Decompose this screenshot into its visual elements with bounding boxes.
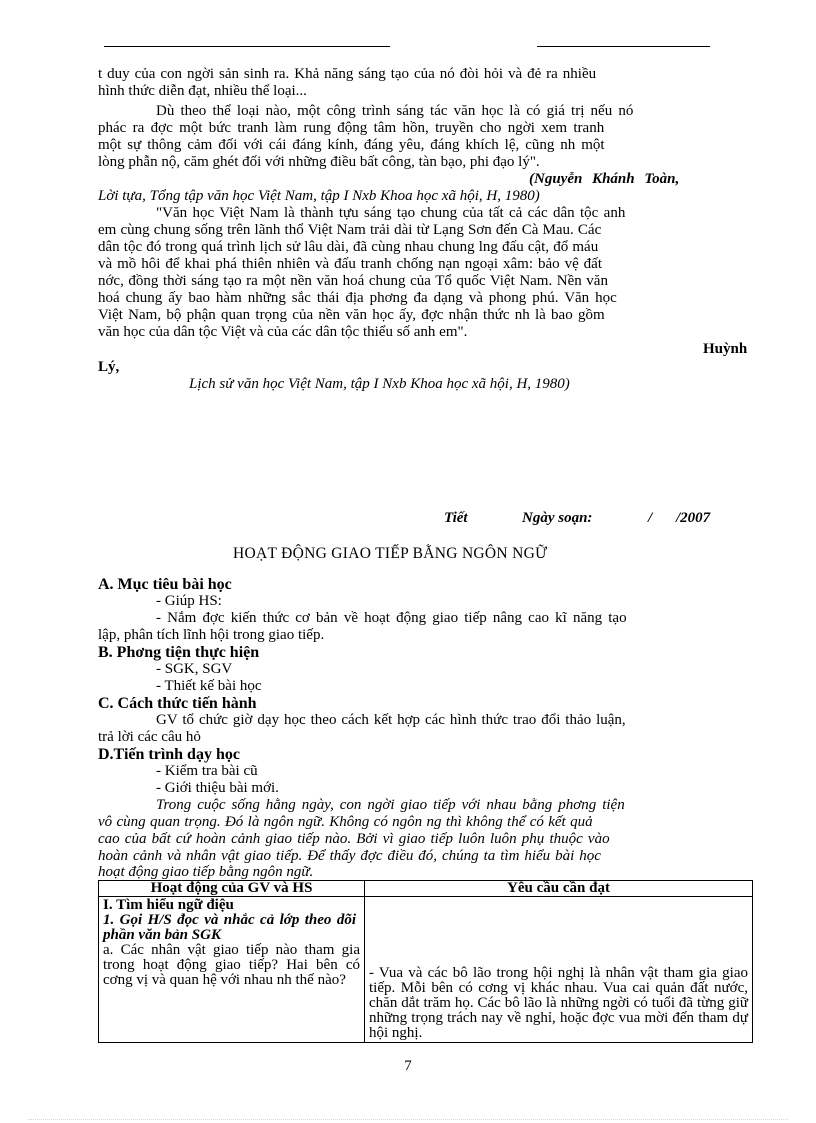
author-citation: Huỳnh <box>703 341 748 357</box>
body-line: t duy của con ngời sản sinh ra. Khả năng sáng tạo của nó đòi hỏi và đẻ ra nhiều <box>98 66 597 82</box>
body-line: - Giới thiệu bài mới. <box>156 780 279 796</box>
quote-line: "Văn học Việt Nam là thành tựu sáng tạo chung của tất cả các dân tộc anh <box>156 205 626 221</box>
activity-heading: I. Tìm hiểu ngữ điệu <box>103 897 234 913</box>
body-line: lập, phân tích lĩnh hội trong giao tiếp. <box>98 627 325 643</box>
quote-line: Việt Nam, bộ phận quan trọng của nền văn học ấy, đợc nhận thức nh là bao gồm <box>98 307 605 323</box>
quote-line: văn học của dân tộc Việt và của các dân tộc thiểu số anh em". <box>98 324 468 340</box>
intro-line: vô cùng quan trọng. Đó là ngôn ngữ. Không có ngôn ng thì không thể có kết quả <box>98 814 593 830</box>
quote-line: dân tộc đó trong quá trình lịch sử lâu dài, đã cùng nhau chung lng đấu cật, đổ máu <box>98 239 599 255</box>
table-header-activities: Hoạt động của GV và HS <box>99 881 365 897</box>
source-citation: Lời tựa, Tổng tập văn học Việt Nam, tập I Nxb Khoa học xã hội, H, 1980) <box>98 188 540 204</box>
section-heading: C. Cách thức tiến hành <box>98 695 257 712</box>
quote-line: em cùng chung sống trên lãnh thổ Việt Nam trải dài từ Lạng Sơn đến Cà Mau. Các <box>98 222 602 238</box>
body-line: - SGK, SGV <box>156 661 233 677</box>
body-line: phác ra đợc một bức tranh làm rung động tâm hồn, truyền cho ngời xem tranh <box>98 120 605 136</box>
body-line: - Kiểm tra bài cũ <box>156 763 258 779</box>
table-row <box>99 897 753 1043</box>
table-header-requirements: Yêu cầu cần đạt <box>365 881 753 897</box>
body-line: một sự thông cảm đối với cái đáng kính, đáng yêu, đáng khích lệ, cũng nh một <box>98 137 605 153</box>
quote-line: hoá chung ấy bao hàm những sắc thái địa phơng đa dạng và phong phú. Văn học <box>98 290 617 306</box>
source-citation: Lịch sử văn học Việt Nam, tập I Nxb Khoa học xã hội, H, 1980) <box>189 376 570 392</box>
ngay-soan-label: Ngày soạn: <box>522 510 593 526</box>
body-line: - Nắm đợc kiến thức cơ bản về hoạt động giao tiếp nâng cao kĩ năng tạo <box>156 610 627 626</box>
requirement-cell <box>365 897 753 1043</box>
intro-line: cao của bất cứ hoàn cảnh giao tiếp nào. Bởi vì giao tiếp luôn luôn phụ thuộc vào <box>98 831 610 847</box>
activity-question: a. Các nhân vật giao tiếp nào tham gia trong hoạt động giao tiếp? Hai bên có cơng vị và quan hệ với nhau nh thế nào? <box>103 942 360 988</box>
page-number: 7 <box>404 1058 412 1074</box>
section-heading: D.Tiến trình dạy học <box>98 746 240 763</box>
body-line: trả lời các câu hỏ <box>98 729 201 745</box>
requirement-answer: - Vua và các bô lão trong hội nghị là nhân vật tham gia giao tiếp. Mỗi bên có cơng vị khác nhau. Vua cai quản đất nước, chăn dắt trăm họ. Các bô lão là những ngời có tuổi đã từng giữ những trọng trách nay về nghỉ, hoặc đợc vua mời đến tham dự hội nghị. <box>369 965 748 1041</box>
date-slash: / <box>648 510 653 526</box>
date-year: /2007 <box>676 510 711 526</box>
quote-line: và mồ hôi để khai phá thiên nhiên và đấu tranh chống nạn ngoại xâm: bảo vệ đất <box>98 256 603 272</box>
header-rule-left <box>104 46 390 47</box>
body-line: - Thiết kế bài học <box>156 678 262 694</box>
body-line: hình thức diễn đạt, nhiều thể loại... <box>98 83 307 99</box>
lesson-title: HOẠT ĐỘNG GIAO TIẾP BẰNG NGÔN NGỮ <box>233 545 548 562</box>
page-bottom-border <box>28 1119 788 1120</box>
quote-line: nớc, đồng thời sáng tạo ra một nền văn hoá chung của Tổ quốc Việt Nam. Nền văn <box>98 273 608 289</box>
intro-line: Trong cuộc sống hằng ngày, con ngời giao tiếp với nhau bằng phơng tiện <box>156 797 625 813</box>
lesson-plan-table <box>98 880 753 1043</box>
author-citation: Lý, <box>98 359 120 375</box>
tiet-label: Tiết <box>444 510 468 526</box>
body-line: lòng phẫn nộ, căm ghét đối với những điều bất công, tàn bạo, phi đạo lý". <box>98 154 540 170</box>
body-line: GV tổ chức giờ dạy học theo cách kết hợp các hình thức trao đổi thảo luận, <box>156 712 626 728</box>
activity-subheading: 1. Gọi H/S đọc và nhắc cả lớp theo dõi phần văn bản SGK <box>103 912 356 943</box>
header-rule-right <box>537 46 710 47</box>
body-line: Dù theo thể loại nào, một công trình sáng tác văn học là có giá trị nếu nó <box>156 103 634 119</box>
intro-line: hoạt động giao tiếp bằng ngôn ngữ. <box>98 864 314 880</box>
author-citation: (Nguyễn Khánh Toàn, <box>529 171 680 187</box>
body-line: - Giúp HS: <box>156 593 222 609</box>
section-heading: B. Phơng tiện thực hiện <box>98 644 260 661</box>
intro-line: hoàn cảnh và nhân vật giao tiếp. Để thấy đợc điều đó, chúng ta tìm hiểu bài học <box>98 848 601 864</box>
activity-cell <box>99 897 365 1043</box>
section-heading: A. Mục tiêu bài học <box>98 576 232 593</box>
